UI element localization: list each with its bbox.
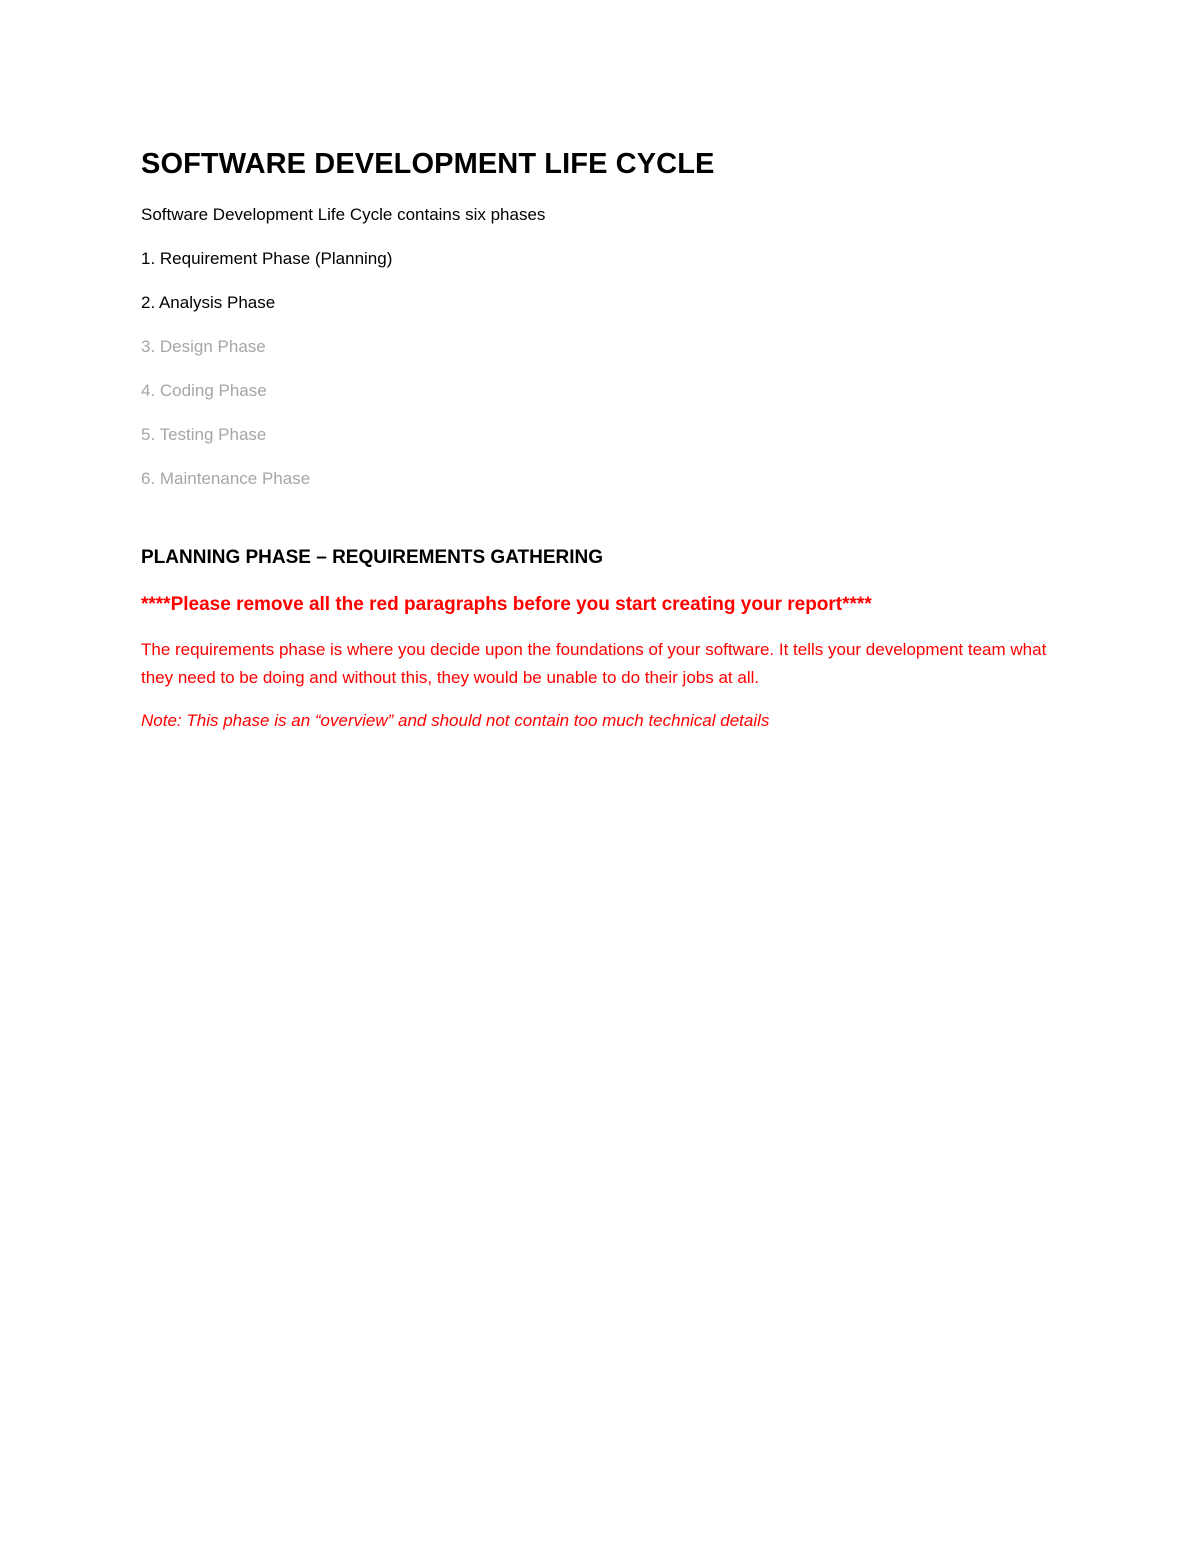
phase-item-maintenance: 6. Maintenance Phase	[141, 469, 311, 488]
phase-item-testing: 5. Testing Phase	[141, 425, 267, 444]
phase-list	[141, 248, 1051, 490]
requirements-paragraph: The requirements phase is where you decide upon the foundations of your software. It tells your development team what they need to be doing and without this, they would be unable to do their jobs at all.	[141, 640, 1047, 687]
section-heading-planning: PLANNING PHASE – REQUIREMENTS GATHERING	[141, 547, 604, 568]
overview-note: Note: This phase is an “overview” and should not contain too much technical details	[141, 711, 770, 730]
red-warning-text: ****Please remove all the red paragraphs before you start creating your report****	[141, 594, 872, 615]
document-body	[141, 146, 1051, 732]
intro-text: Software Development Life Cycle contains six phases	[141, 205, 546, 224]
phase-item-analysis: 2. Analysis Phase	[141, 293, 276, 312]
phase-item-coding: 4. Coding Phase	[141, 381, 267, 400]
phase-item-requirement: 1. Requirement Phase (Planning)	[141, 249, 393, 268]
document-title: SOFTWARE DEVELOPMENT LIFE CYCLE	[141, 148, 715, 180]
phase-item-design: 3. Design Phase	[141, 337, 266, 356]
